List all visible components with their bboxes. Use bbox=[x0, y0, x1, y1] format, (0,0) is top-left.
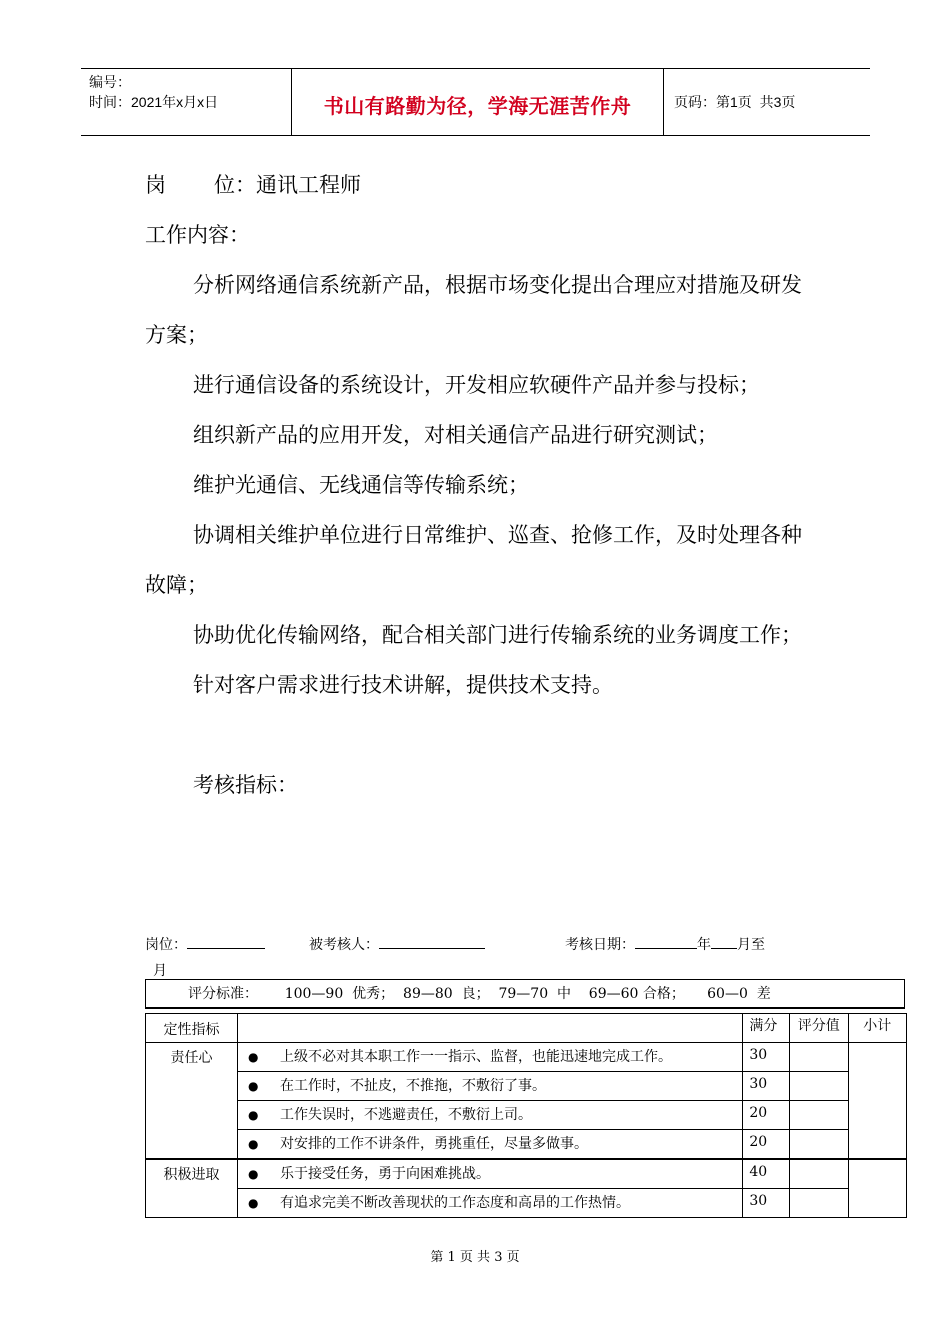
criterion-text: 上级不必对其本职工作一一指示、监督，也能迅速地完成工作。 bbox=[279, 1049, 672, 1065]
bullet-icon: ● bbox=[247, 1079, 259, 1093]
table-row bbox=[146, 1159, 907, 1189]
criterion-text: 在工作时，不扯皮，不推拖，不敷衍了事。 bbox=[279, 1078, 546, 1094]
duties-title: 工作内容： bbox=[145, 223, 250, 247]
full-score-value: 30 bbox=[743, 1072, 790, 1101]
position-line bbox=[145, 160, 810, 210]
position-blank[interactable] bbox=[187, 934, 265, 949]
score-standard: 评分标准： 100—90 优秀； 89—80 良； 79—70 中 69—60 合格； 60—0 差 bbox=[145, 979, 905, 1009]
rating-cell[interactable] bbox=[790, 1101, 848, 1130]
doc-number-label: 编号： bbox=[89, 74, 131, 90]
criterion-text: 有追求完美不断改善现状的工作态度和高昂的工作热情。 bbox=[279, 1195, 630, 1211]
bullet-icon: ● bbox=[247, 1137, 259, 1151]
duty-item: 协调相关维护单位进行日常维护、巡查、抢修工作，及时处理各种故障； bbox=[145, 523, 802, 597]
assessment-form-line bbox=[145, 932, 825, 984]
bullet-icon: ● bbox=[247, 1050, 259, 1064]
table-row bbox=[146, 1101, 907, 1130]
full-score-value: 20 bbox=[743, 1101, 790, 1130]
page-header bbox=[81, 68, 870, 136]
criterion-text: 对安排的工作不讲条件，勇挑重任，尽量多做事。 bbox=[279, 1136, 588, 1152]
kpi-title: 考核指标： bbox=[193, 773, 298, 797]
group-name: 责任心 bbox=[146, 1043, 238, 1160]
month-blank[interactable] bbox=[711, 934, 737, 949]
bullet-icon: ● bbox=[247, 1196, 259, 1210]
page-footer: 第 1 页 共 3 页 bbox=[430, 1250, 520, 1265]
form-assessee-label: 被考核人： bbox=[309, 937, 379, 953]
form-month-to-label: 月至 bbox=[737, 937, 765, 953]
duty-item: 分析网络通信系统新产品，根据市场变化提出合理应对措施及研发方案； bbox=[145, 273, 802, 347]
form-date-label: 考核日期： bbox=[565, 937, 635, 953]
duty-item: 针对客户需求进行技术讲解，提供技术支持。 bbox=[193, 673, 613, 697]
assessee-blank[interactable] bbox=[379, 934, 485, 949]
spacer bbox=[145, 710, 810, 760]
position-value: 通讯工程师 bbox=[256, 173, 361, 197]
header-page-info bbox=[664, 69, 870, 135]
rating-cell[interactable] bbox=[790, 1072, 848, 1101]
duty-item: 协助优化传输网络，配合相关部门进行传输系统的业务调度工作； bbox=[193, 623, 802, 647]
header-indicator: 定性指标 bbox=[146, 1014, 238, 1043]
full-score-value: 30 bbox=[743, 1043, 790, 1072]
subtotal-cell[interactable] bbox=[848, 1043, 906, 1160]
duty-item: 组织新产品的应用开发，对相关通信产品进行研究测试； bbox=[193, 423, 718, 447]
rating-cell[interactable] bbox=[790, 1130, 848, 1160]
full-score-value: 40 bbox=[743, 1159, 790, 1189]
form-month-label: 月 bbox=[153, 963, 167, 979]
job-description bbox=[145, 160, 810, 810]
rating-cell[interactable] bbox=[790, 1189, 848, 1218]
form-year-label: 年 bbox=[697, 937, 711, 953]
criterion-text: 乐于接受任务，勇于向困难挑战。 bbox=[279, 1166, 490, 1182]
kpi-table bbox=[145, 1013, 907, 1218]
header-blank bbox=[237, 1014, 742, 1043]
bullet-icon: ● bbox=[247, 1108, 259, 1122]
table-row bbox=[146, 1189, 907, 1218]
header-full-score: 满分 bbox=[743, 1014, 790, 1043]
header-motto: 书山有路勤为径，学海无涯苦作舟 bbox=[292, 69, 664, 135]
duty-item: 进行通信设备的系统设计，开发相应软硬件产品并参与投标； bbox=[193, 373, 760, 397]
duty-item: 维护光通信、无线通信等传输系统； bbox=[193, 473, 529, 497]
group-name: 积极进取 bbox=[146, 1159, 238, 1218]
position-key-2: 位： bbox=[214, 173, 256, 197]
table-row bbox=[146, 1043, 907, 1072]
header-page-label: 页码：第1页 共3页 bbox=[674, 94, 796, 110]
rating-cell[interactable] bbox=[790, 1159, 848, 1189]
doc-time-label: 时间：2021年x月x日 bbox=[89, 94, 219, 110]
table-header-row bbox=[146, 1014, 907, 1043]
table-row bbox=[146, 1130, 907, 1160]
header-meta bbox=[81, 69, 292, 135]
year-blank[interactable] bbox=[635, 934, 697, 949]
form-position-label: 岗位： bbox=[145, 937, 187, 953]
bullet-icon: ● bbox=[247, 1167, 259, 1181]
header-subtotal: 小计 bbox=[848, 1014, 906, 1043]
rating-cell[interactable] bbox=[790, 1043, 848, 1072]
full-score-value: 20 bbox=[743, 1130, 790, 1160]
full-score-value: 30 bbox=[743, 1189, 790, 1218]
subtotal-cell[interactable] bbox=[848, 1159, 906, 1218]
header-rating: 评分值 bbox=[790, 1014, 848, 1043]
criterion-text: 工作失误时，不逃避责任，不敷衍上司。 bbox=[279, 1107, 532, 1123]
table-row bbox=[146, 1072, 907, 1101]
position-key-1: 岗 bbox=[145, 173, 166, 197]
